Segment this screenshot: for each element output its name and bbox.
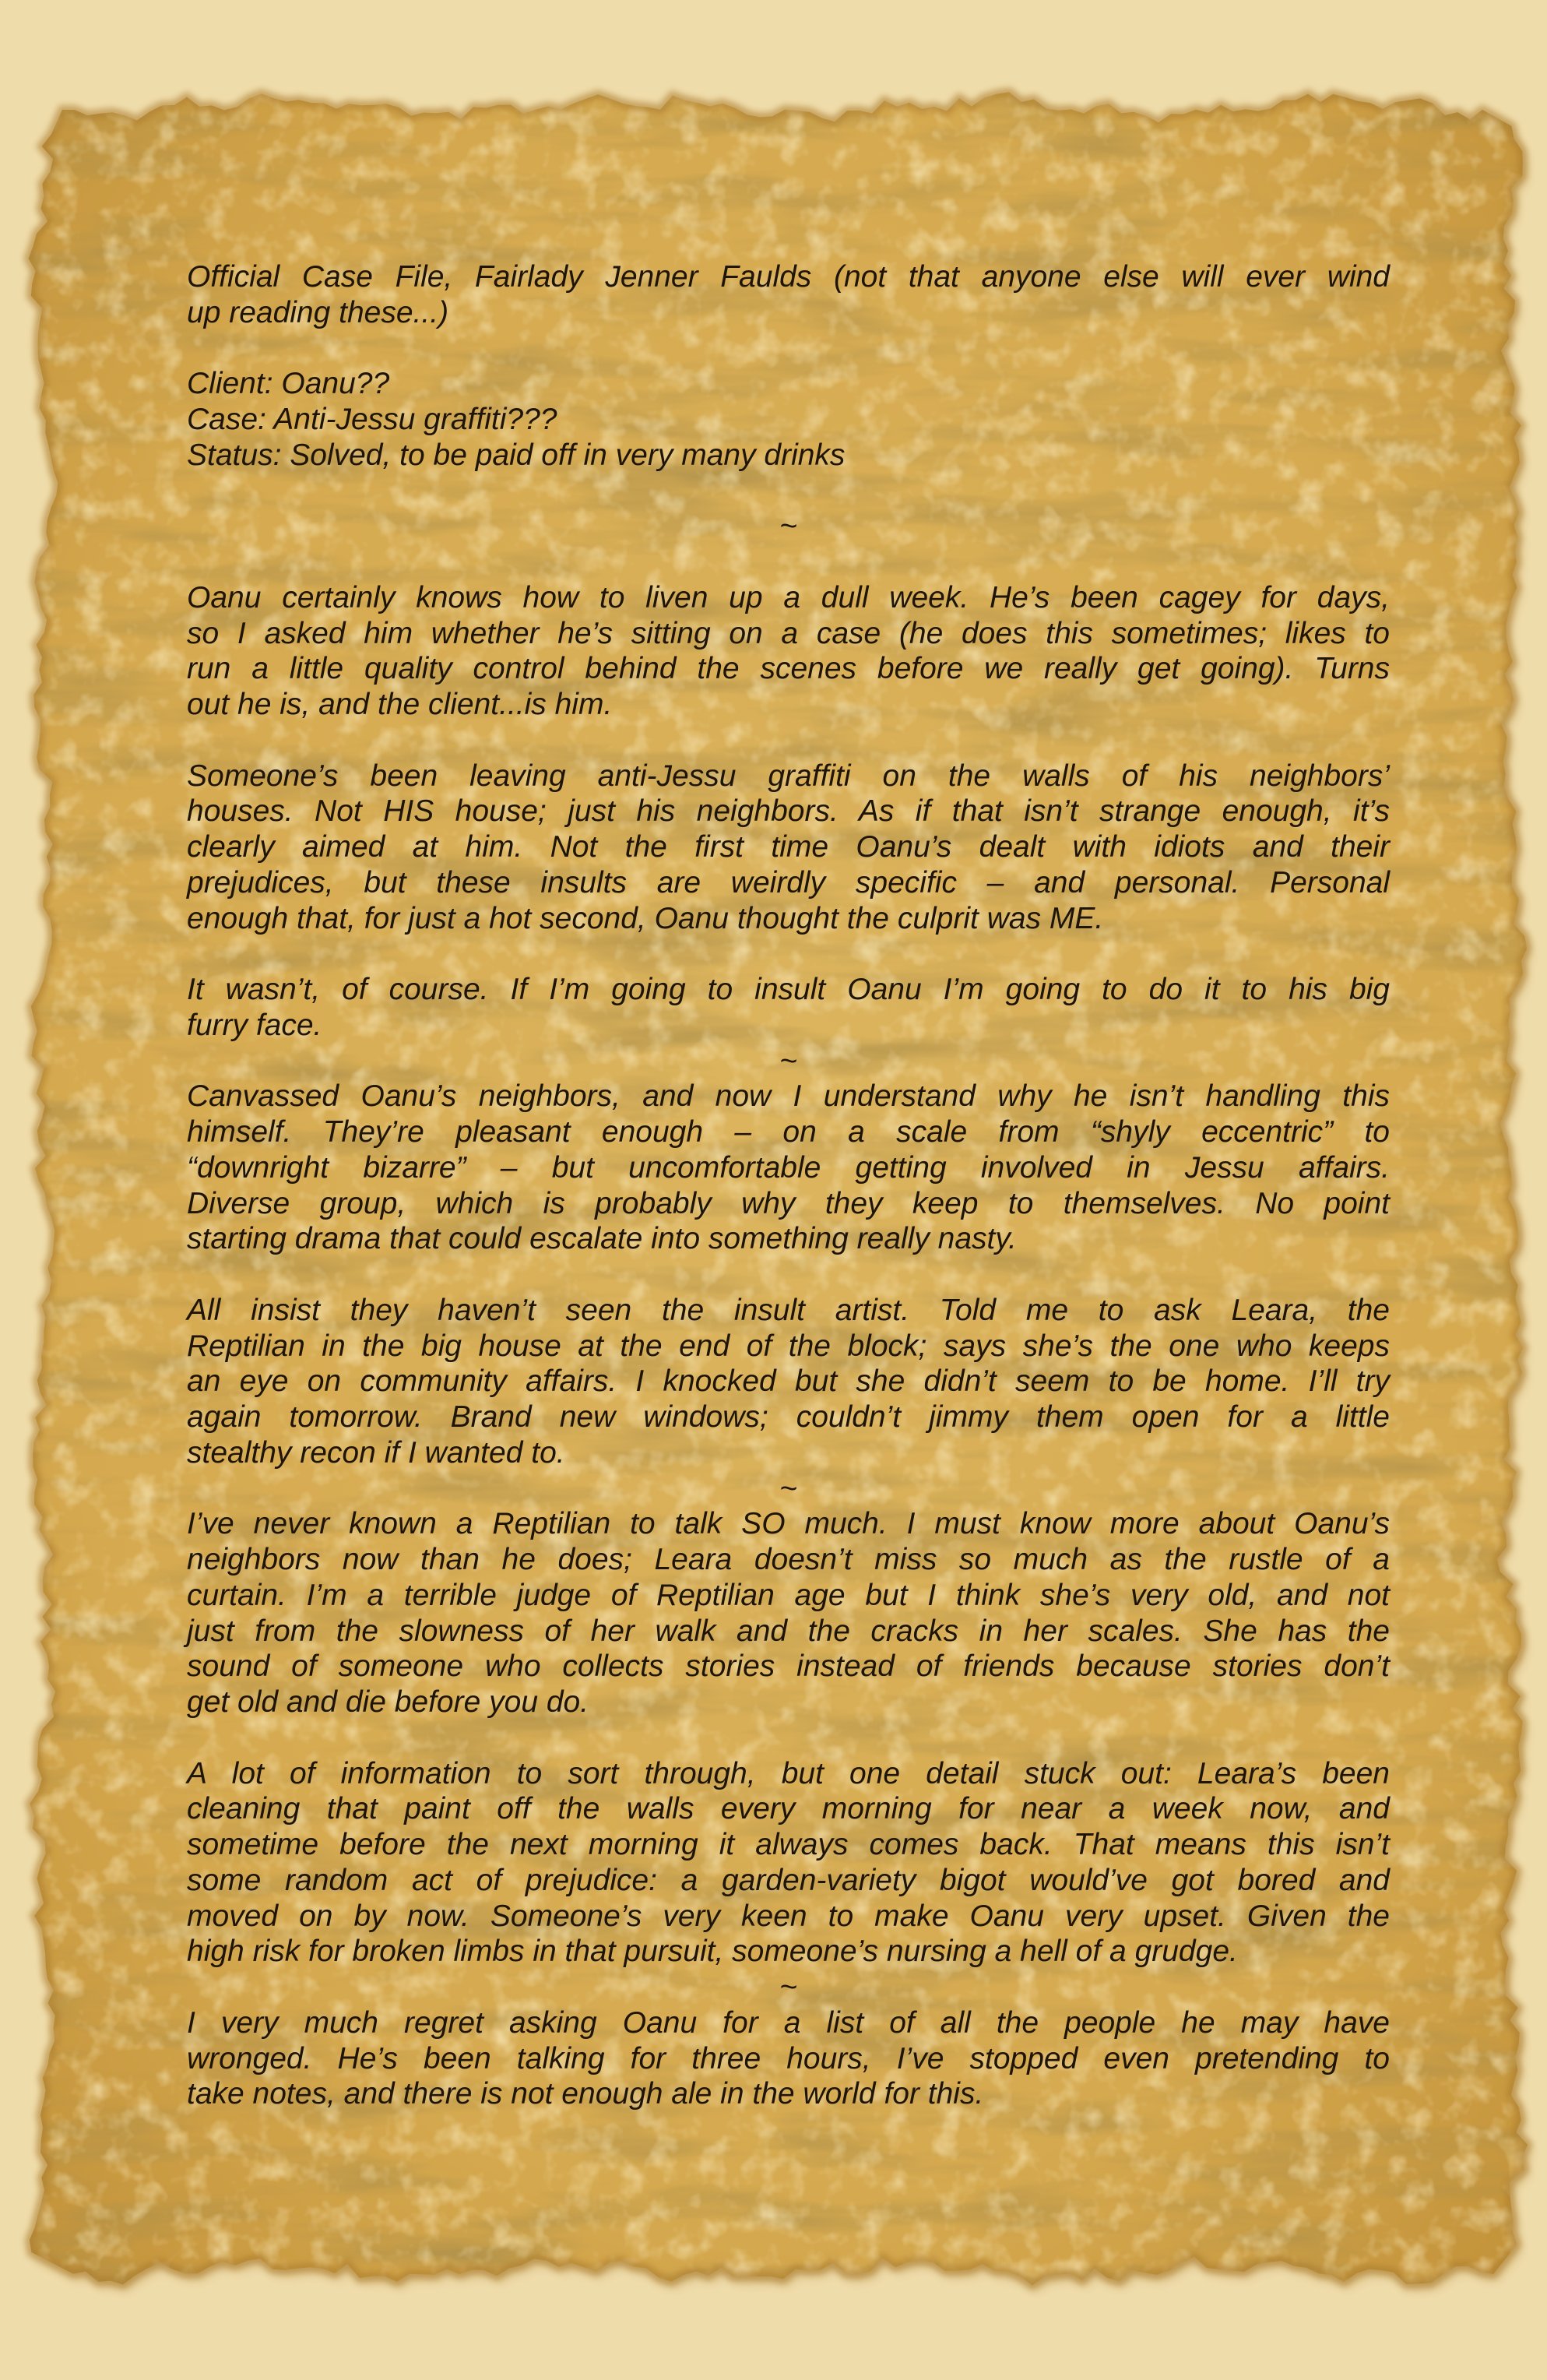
text-line: furry face. <box>187 1008 322 1042</box>
text-line: himself. They’re pleasant enough – on a scale from “shyly eccentric” to <box>187 1115 1390 1149</box>
case-field: Case: Anti-Jessu graffiti??? <box>187 403 557 436</box>
text-line: starting drama that could escalate into something really nasty. <box>187 1222 1017 1256</box>
text-line: just from the slowness of her walk and the cracks in her scales. She has the <box>187 1614 1390 1648</box>
text-line: clearly aimed at him. Not the first time Oanu’s dealt with idiots and their <box>187 830 1390 864</box>
text-line: cleaning that paint off the walls every morning for near a week now, and <box>187 1792 1390 1826</box>
text-line: I’ve never known a Reptilian to talk SO much. I must know more about Oanu’s <box>187 1507 1390 1541</box>
text-line: high risk for broken limbs in that pursuit, someone’s nursing a hell of a grudge. <box>187 1935 1238 1969</box>
text-line: out he is, and the client...is him. <box>187 688 613 721</box>
text-line: again tomorrow. Brand new windows; couldn’t jimmy them open for a little <box>187 1400 1390 1434</box>
client-field: Client: Oanu?? <box>187 367 390 401</box>
text-line: A lot of information to sort through, but one detail stuck out: Leara’s been <box>187 1756 1390 1790</box>
text-line: prejudices, but these insults are weirdly specific – and personal. Personal <box>187 865 1390 900</box>
text-line: so I asked him whether he’s sitting on a case (he does this sometimes; likes to <box>187 616 1390 650</box>
text-line: houses. Not HIS house; just his neighbors. As if that isn’t strange enough, it’s <box>187 794 1390 829</box>
case-file-text <box>187 259 1390 2112</box>
text-line: “downright bizarre” – but uncomfortable getting involved in Jessu affairs. <box>187 1150 1390 1185</box>
text-line: Someone’s been leaving anti-Jessu graffiti on the walls of his neighbors’ <box>187 759 1390 793</box>
text-line: sometime before the next morning it always comes back. That means this isn’t <box>187 1828 1390 1861</box>
text-line: Canvassed Oanu’s neighbors, and now I understand why he isn’t handling this <box>187 1079 1390 1114</box>
text-line: sound of someone who collects stories instead of friends because stories don’t <box>187 1649 1390 1684</box>
text-line: get old and die before you do. <box>187 1685 589 1719</box>
section-separator: ~ <box>779 509 797 544</box>
text-line: an eye on community affairs. I knocked but she didn’t seem to be home. I’ll try <box>187 1364 1390 1399</box>
text-line: some random act of prejudice: a garden-variety bigot would’ve got bored and <box>187 1863 1390 1897</box>
status-field: Status: Solved, to be paid off in very many drinks <box>187 438 846 472</box>
text-line: stealthy recon if I wanted to. <box>187 1435 565 1470</box>
text-line: run a little quality control behind the scenes before we really get going). Turns <box>187 652 1390 686</box>
text-line: I very much regret asking Oanu for a list of all the people he may have <box>187 2005 1390 2040</box>
text-line: Reptilian in the big house at the end of the block; says she’s the one who keeps <box>187 1329 1390 1363</box>
text-line: curtain. I’m a terrible judge of Reptilian age but I think she’s very old, and not <box>187 1578 1390 1612</box>
text-line: All insist they haven’t seen the insult artist. Told me to ask Leara, the <box>187 1293 1390 1327</box>
case-file-title-line: Official Case File, Fairlady Jenner Faulds (not that anyone else will ever wind <box>187 260 1390 294</box>
text-line: neighbors now than he does; Leara doesn’t miss so much as the rustle of a <box>187 1543 1390 1576</box>
text-line: Oanu certainly knows how to liven up a dull week. He’s been cagey for days, <box>187 580 1390 614</box>
text-line: wronged. He’s been talking for three hours, I’ve stopped even pretending to <box>187 2041 1390 2075</box>
case-file-title-line: up reading these...) <box>187 295 449 329</box>
text-line: It wasn’t, of course. If I’m going to insult Oanu I’m going to do it to his big <box>187 973 1390 1006</box>
section-separator: ~ <box>779 1471 797 1505</box>
section-separator: ~ <box>779 1044 797 1078</box>
text-line: take notes, and there is not enough ale in the world for this. <box>187 2077 984 2111</box>
text-line: enough that, for just a hot second, Oanu thought the culprit was ME. <box>187 901 1104 935</box>
section-separator: ~ <box>779 1970 797 2004</box>
text-line: moved on by now. Someone’s very keen to make Oanu very upset. Given the <box>187 1899 1390 1933</box>
text-line: Diverse group, which is probably why they keep to themselves. No point <box>187 1186 1390 1220</box>
